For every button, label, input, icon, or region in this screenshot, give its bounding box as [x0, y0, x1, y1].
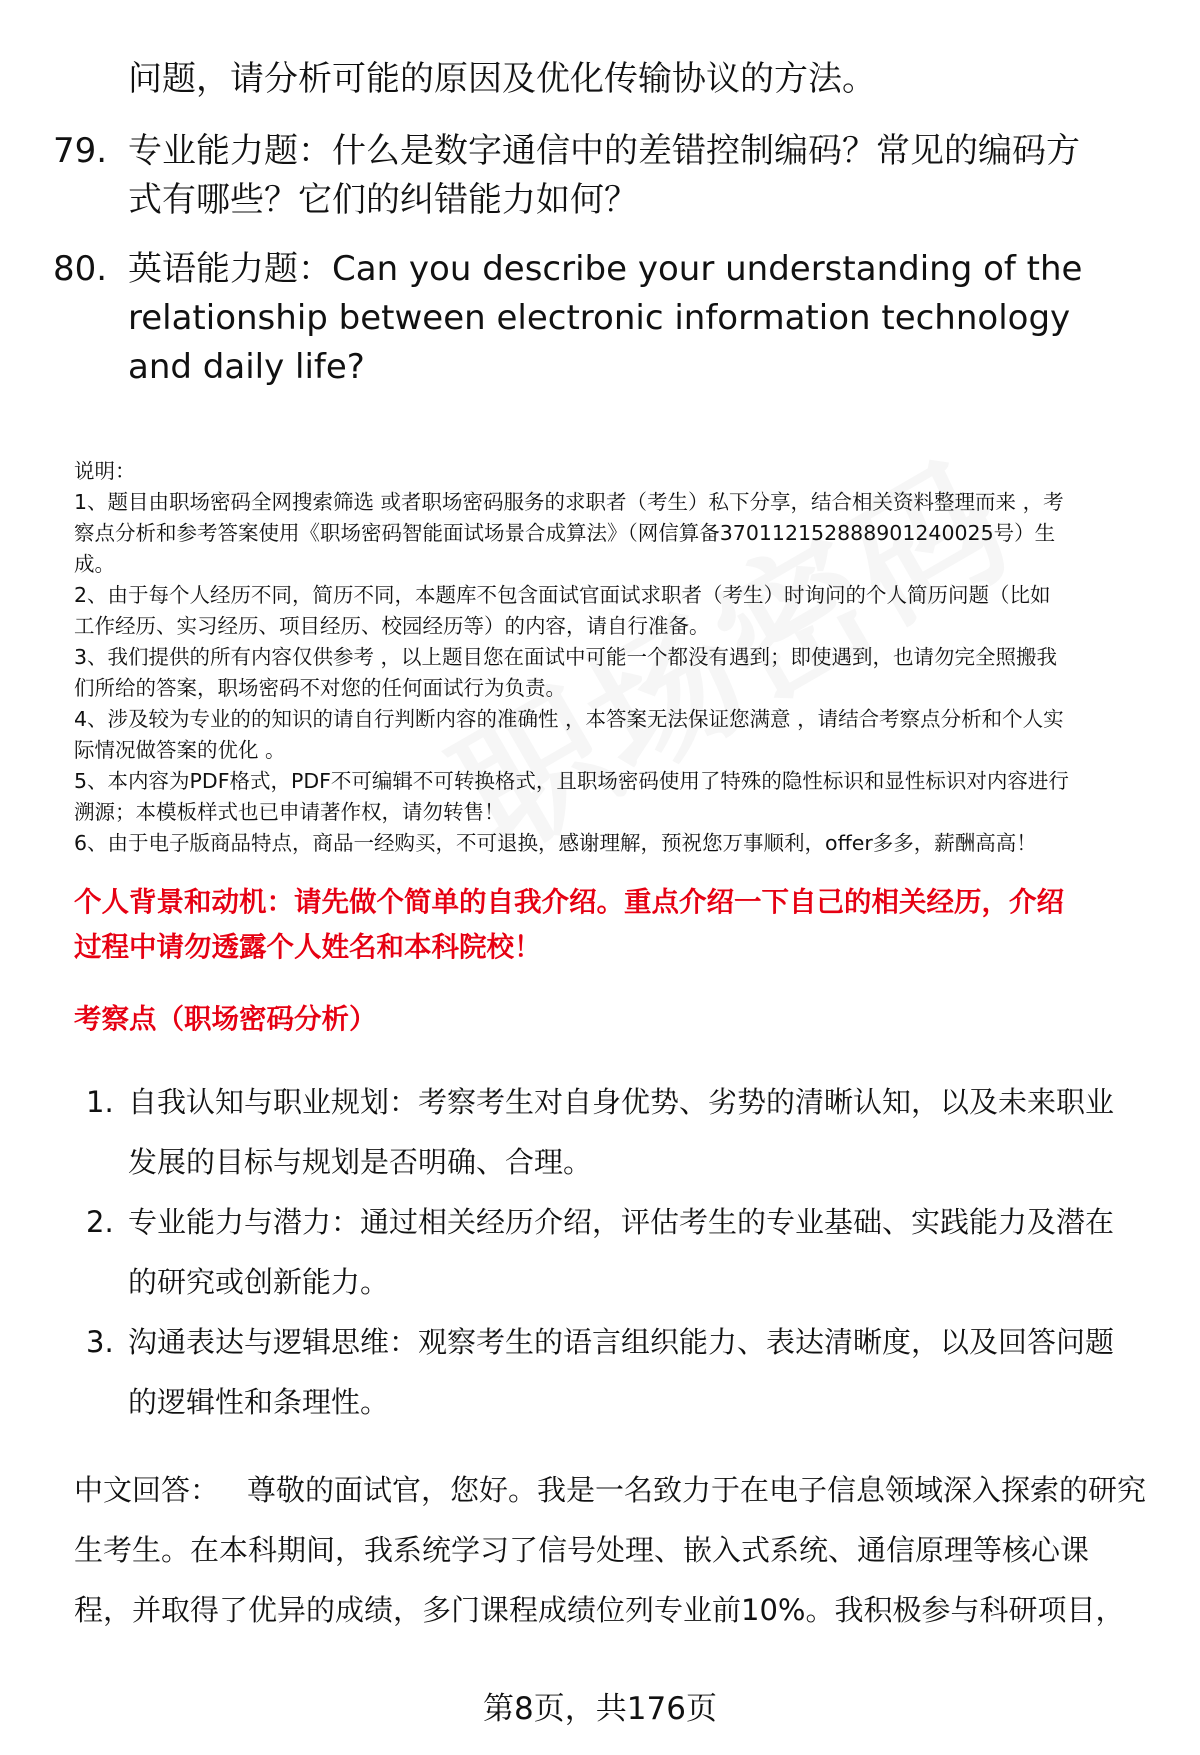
note-line: 溯源；本模板样式也已申请著作权，请勿转售！ [74, 800, 505, 824]
question-number: 80. [53, 249, 108, 289]
question-text: 专业能力题：什么是数字通信中的差错控制编码？常见的编码方 式有哪些？它们的纠错能力如何？ [128, 131, 1080, 220]
question-continuation: 问题，请分析可能的原因及优化传输协议的方法。 [128, 59, 876, 99]
page-footer: 第8页，共176页 [483, 1691, 717, 1727]
note-line: 工作经历、实习经历、项目经历、校园经历等）的内容，请自行准备。 [74, 614, 710, 638]
question-heading: 个人背景和动机：请先做个简单的自我介绍。重点介绍一下自己的相关经历，介绍 过程中请勿透露个人姓名和本科院校！ [74, 886, 1064, 963]
note-line: 2、由于每个人经历不同，简历不同，本题库不包含面试官面试求职者（考生）时询问的个人简历问题（比如 [74, 583, 1051, 607]
note-line: 5、本内容为PDF格式，PDF不可编辑不可转换格式，且职场密码使用了特殊的隐性标识和显性标识对内容进行 [74, 769, 1069, 793]
answer-label: 中文回答： [74, 1473, 220, 1507]
note-line: 6、由于电子版商品特点，商品一经购买，不可退换，感谢理解，预祝您万事顺利，offer多多，薪酬高高！ [74, 831, 1037, 855]
note-line: 们所给的答案，职场密码不对您的任何面试行为负责。 [74, 676, 566, 700]
analysis-heading: 考察点（职场密码分析） [74, 1003, 377, 1035]
list-item: 1. 自我认知与职业规划：考察考生对自身优势、劣势的清晰认知，以及未来职业 发展的目标与规划是否明确、合理。 [86, 1085, 1115, 1179]
chinese-answer: 中文回答： 尊敬的面试官，您好。我是一名致力于在电子信息领域深入探索的研究 生考生。在本科期间，我系统学习了信号处理、嵌入式系统、通信原理等核心课 程，并取得了优异的成绩，多门课程成绩位列专业前10%。我积极参与科研项目， [74, 1473, 1147, 1627]
note-line: 4、涉及较为专业的的知识的请自行判断内容的准确性 ，本答案无法保证您满意 ，请结合考察点分析和个人实 [74, 707, 1064, 731]
question-number: 79. [53, 131, 108, 171]
note-line: 3、我们提供的所有内容仅供参考 ，以上题目您在面试中可能一个都没有遇到；即使遇到，也请勿完全照搬我 [74, 645, 1058, 669]
list-item: 2. 专业能力与潜力：通过相关经历介绍，评估考生的专业基础、实践能力及潜在 的研究或创新能力。 [86, 1205, 1115, 1299]
notes-title: 说明： [74, 459, 136, 483]
question-text: 英语能力题：Can you describe your understanding of the relationship between electronic information technology and daily life? [128, 249, 1083, 387]
analysis-points [74, 1072, 1164, 1432]
note-line: 1、题目由职场密码全网搜索筛选 或者职场密码服务的求职者（考生）私下分享，结合相关资料整理而来 ，考 [74, 490, 1064, 514]
note-line: 察点分析和参考答案使用《职场密码智能面试场景合成算法》（网信算备370112152888901240025号）生 [74, 521, 1056, 545]
list-item: 3. 沟通表达与逻辑思维：观察考生的语言组织能力、表达清晰度，以及回答问题 的逻辑性和条理性。 [86, 1325, 1115, 1419]
note-line: 成。 [74, 552, 115, 576]
note-line: 际情况做答案的优化 。 [74, 738, 286, 762]
disclaimer-notes [74, 456, 1159, 859]
